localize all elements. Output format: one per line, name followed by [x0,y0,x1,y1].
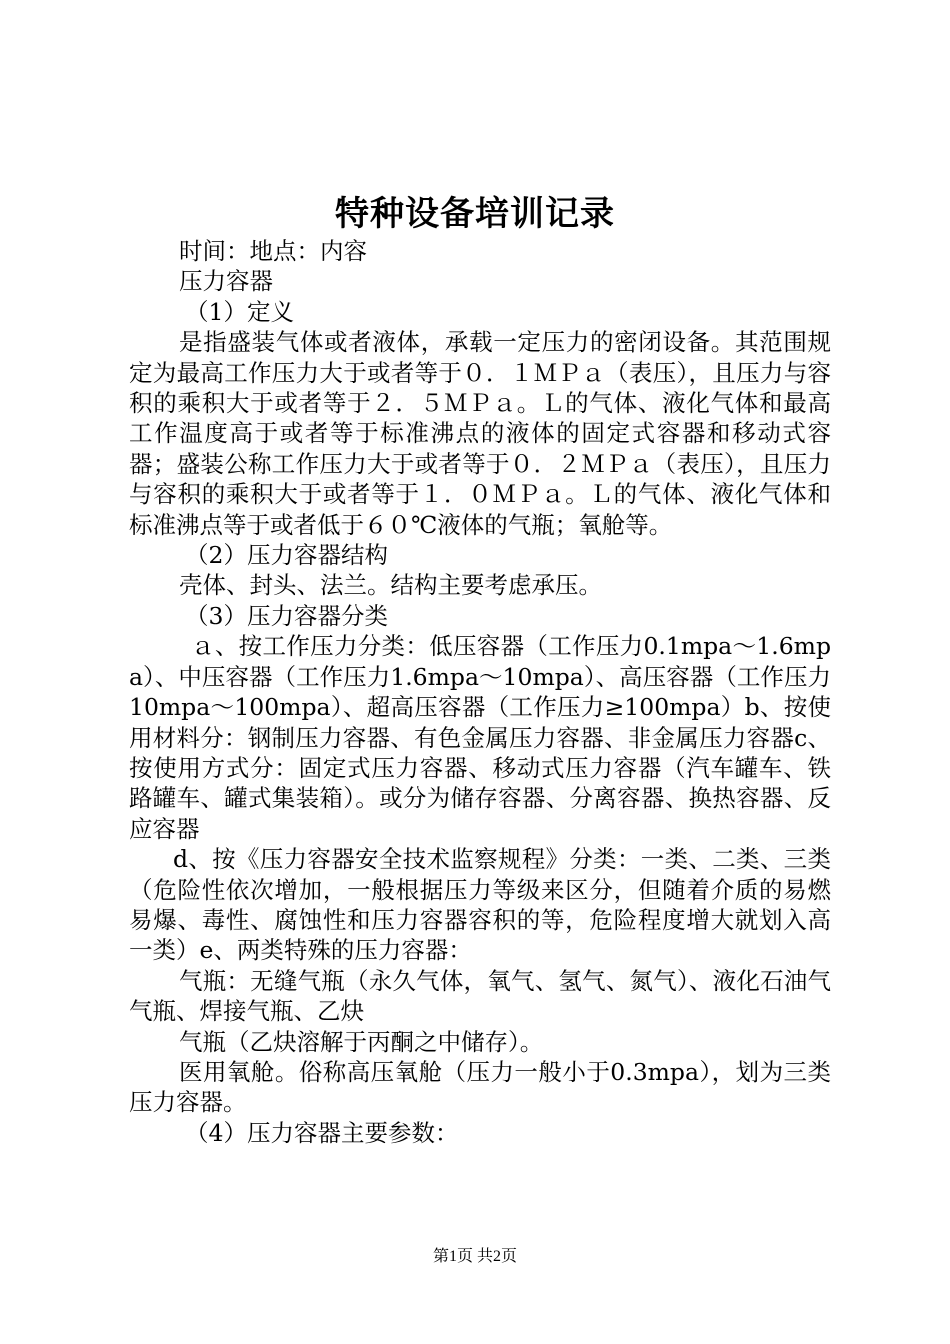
acetylene-paragraph: 气瓶（乙炔溶解于丙酮之中储存）。 [179,1027,544,1056]
document-title: 特种设备培训记录 [335,194,615,234]
page-footer: 第1页 共2页 [432,1248,517,1265]
definition-paragraph: 是指盛装气体或者液体，承载一定压力的密闭设备。其范围规定为最高工作压力大于或者等于０．１ＭＰａ（表压），且压力与容积的乘积大于或者等于２．５ＭＰａ。Ｌ的气体、液化气体和最高工作温度高于或者等于标准沸点的液体的固定式容器和移动式容器；盛装公称工作压力大于或者等于０．２ＭＰａ（表压），且压力与容积的乘积大于或者等于１．０ＭＰａ。Ｌ的气体、液化气体和标准沸点等于或者低于６０℃液体的气瓶；氧舱等。 [129,328,831,539]
document-body [129,236,831,1148]
subsection-heading-definition: （1）定义 [185,297,294,326]
gas-cylinder-paragraph: 气瓶：无缝气瓶（永久气体，氧气、氢气、氮气）、液化石油气气瓶、焊接气瓶、乙炔 [129,966,831,1026]
oxygen-chamber-paragraph: 医用氧舱。俗称高压氧舱（压力一般小于0.3mpa），划为三类压力容器。 [129,1057,831,1117]
subsection-heading-parameters: （4）压力容器主要参数： [185,1118,459,1147]
structure-paragraph: 壳体、封头、法兰。结构主要考虑承压。 [179,571,602,600]
subsection-heading-classification: （3）压力容器分类 [185,601,388,630]
regulation-classification-paragraph: d、按《压力容器安全技术监察规程》分类：一类、二类、三类（危险性依次增加，一般根据压力等级来区分，但随着介质的易燃易爆、毒性、腐蚀性和压力容器容积的等，危险程度增大就划入高一类）e、两类特殊的压力容器： [129,845,831,965]
section-heading: 压力容器 [179,267,273,296]
meta-line: 时间：地点：内容 [179,237,367,265]
classification-paragraph: ａ、按工作压力分类：低压容器（工作压力0.1mpa～1.6mpa）、中压容器（工作压力1.6mpa～10mpa）、高压容器（工作压力10mpa～100mpa）、超高压容器（工作压力≥100mpa）b、按使用材料分：钢制压力容器、有色金属压力容器、非金属压力容器c、按使用方式分：固定式压力容器、移动式压力容器（汽车罐车、铁路罐车、罐式集装箱）。或分为储存容器、分离容器、换热容器、反应容器 [129,632,831,843]
subsection-heading-structure: （2）压力容器结构 [185,541,388,570]
